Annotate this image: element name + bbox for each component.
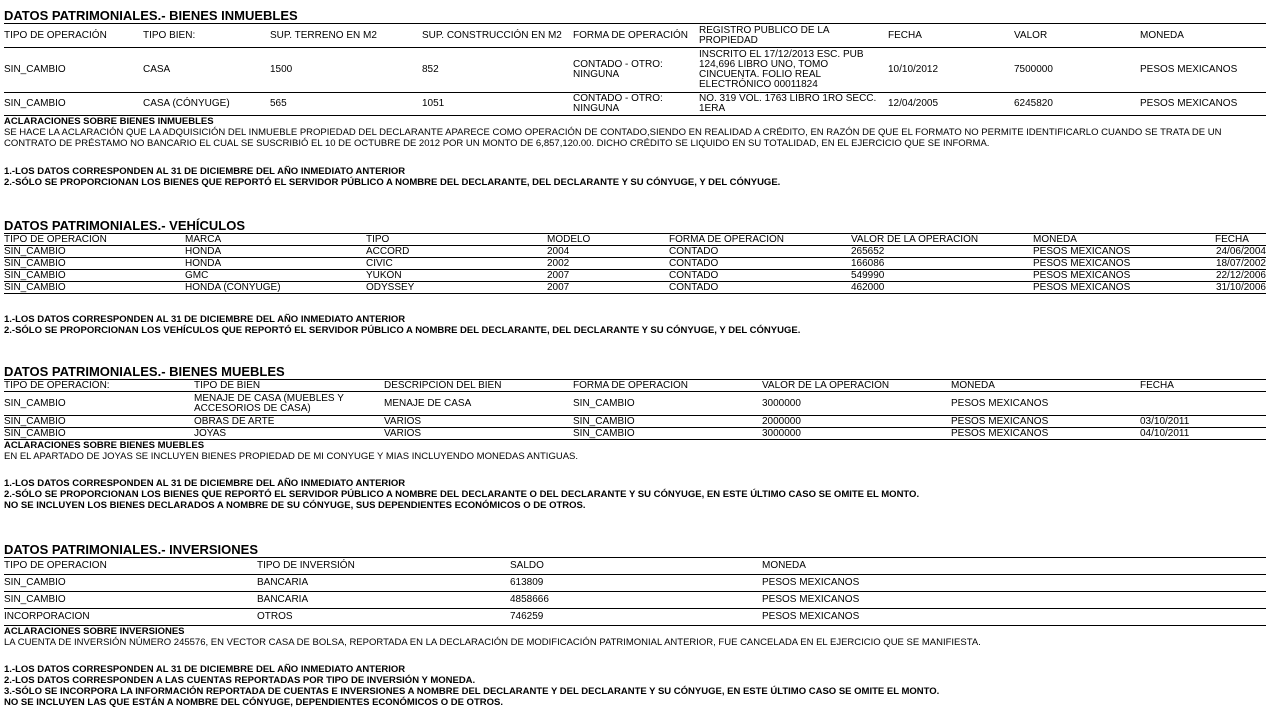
section-title-muebles: DATOS PATRIMONIALES.- BIENES MUEBLES xyxy=(4,364,285,379)
table-row: SIN_CAMBIO CASA 1500 852 CONTADO - OTRO: NINGUNA INSCRITO EL 17/12/2013 ESC. PUB 124,696 LIBRO UNO, TOMO CINCUENTA. FOLIO REAL ELECTRÓNICO 00011824 10/10/2012 7500000 PESOS MEXICANOS xyxy=(4,48,1266,93)
notes-title-muebles: ACLARACIONES SOBRE BIENES MUEBLES xyxy=(4,440,205,451)
notes-text-inmuebles: SE HACE LA ACLARACIÓN QUE LA ADQUISICIÓN DEL INMUEBLE PROPIEDAD DEL DECLARANTE APARECE COMO OPERACIÓN DE CONTADO,SIENDO EN REALIDAD A CRÉDITO, EN RAZÓN DE QUE EL FORMATO NO PERMITE IDENTIFICARLO CUANDO SE TRATA DE UN CONTRATO DE PRÉSTAMO NO BANCARIO EL CUAL SE SUSCRIBIÓ EL 10 DE OCTUBRE DE 2012 POR UN MONTO DE 6,857,120.00. DICHO CRÉDITO SE LIQUIDO EN SU TOTALIDAD, EN EL EJERCICIO QUE SE INFORMA. xyxy=(4,127,1222,149)
section-muebles xyxy=(4,365,1266,511)
header-cell: TIPO DE BIEN xyxy=(194,380,261,391)
header-cell: DESCRIPCIÓN DEL BIEN xyxy=(384,380,502,391)
section-inversiones xyxy=(4,543,1266,708)
footnote: 1.-LOS DATOS CORRESPONDEN AL 31 DE DICIEMBRE DEL AÑO INMEDIATO ANTERIOR xyxy=(4,478,406,489)
footnote: 2.-SÓLO SE PROPORCIONAN LOS VEHÍCULOS QUE REPORTÓ EL SERVIDOR PÚBLICO A NOMBRE DEL DECLARANTE, DEL DECLARANTE Y SU CÓNYUGE, Y DEL CÓNYUGE. xyxy=(4,325,801,336)
notes-title-inmuebles: ACLARACIONES SOBRE BIENES INMUEBLES xyxy=(4,116,214,127)
header-cell: MONEDA xyxy=(1033,234,1077,245)
table-row: INCORPORACION OTROS 746259 PESOS MEXICANOS xyxy=(4,609,1266,626)
header-cell: VALOR DE LA OPERACIÓN xyxy=(851,234,979,245)
header-cell: TIPO xyxy=(366,234,390,245)
header-cell: TIPO DE OPERACION xyxy=(4,560,107,571)
table-row: SIN_CAMBIO BANCARIA 613809 PESOS MEXICANOS xyxy=(4,575,1266,592)
header-cell: TIPO DE OPERACIÓN xyxy=(4,234,107,245)
notes-text-muebles: EN EL APARTADO DE JOYAS SE INCLUYEN BIENES PROPIEDAD DE MI CONYUGE Y MIAS INCLUYENDO MONEDAS ANTIGUAS. xyxy=(4,451,579,462)
footnote: NO SE INCLUYEN LAS QUE ESTÁN A NOMBRE DEL CÓNYUGE, DEPENDIENTES ECONÓMICOS O DE OTROS. xyxy=(4,697,503,708)
header-cell: FECHA xyxy=(1215,234,1249,245)
footnote: 1.-LOS DATOS CORRESPONDEN AL 31 DE DICIEMBRE DEL AÑO INMEDIATO ANTERIOR xyxy=(4,314,406,325)
header-cell: SUP. TERRENO EN M2 xyxy=(270,29,377,41)
header-cell: FECHA xyxy=(1140,380,1174,391)
section-title-inmuebles: DATOS PATRIMONIALES.- BIENES INMUEBLES xyxy=(4,8,298,23)
header-cell: TIPO DE OPERACIÓN xyxy=(4,29,107,41)
table-row: SIN_CAMBIO HONDA ACCORD 2004 CONTADO 265652 PESOS MEXICANOS 24/06/2004 xyxy=(4,246,1266,257)
table-row: SIN_CAMBIO OBRAS DE ARTE VARIOS SIN_CAMBIO 2000000 PESOS MEXICANOS 03/10/2011 xyxy=(4,416,1266,428)
footnote: 1.-LOS DATOS CORRESPONDEN AL 31 DE DICIEMBRE DEL AÑO INMEDIATO ANTERIOR xyxy=(4,664,406,675)
header-cell: TIPO DE OPERACIÓN: xyxy=(4,380,110,391)
table-header-muebles xyxy=(4,380,1266,392)
table-header-inmuebles xyxy=(4,24,1266,48)
table-header-vehiculos xyxy=(4,234,1266,246)
footnote: 2.-SÓLO SE PROPORCIONAN LOS BIENES QUE REPORTÓ EL SERVIDOR PÚBLICO A NOMBRE DEL DECLARANTE, DEL DECLARANTE Y SU CÓNYUGE, Y DEL CÓNYUGE. xyxy=(4,177,781,188)
header-cell: SUP. CONSTRUCCIÓN EN M2 xyxy=(422,29,562,41)
section-inmuebles xyxy=(4,9,1266,188)
footnote: 3.-SÓLO SE INCORPORA LA INFORMACIÓN REPORTADA DE CUENTAS E INVERSIONES A NOMBRE DEL DECLARANTE Y DEL DECLARANTE Y SU CÓNYUGE, EN ESTE ÚLTIMO CASO SE OMITE EL MONTO. xyxy=(4,686,940,697)
footnote: 1.-LOS DATOS CORRESPONDEN AL 31 DE DICIEMBRE DEL AÑO INMEDIATO ANTERIOR xyxy=(4,166,406,177)
header-cell: FORMA DE OPERACIÓN xyxy=(669,234,785,245)
table-row: SIN_CAMBIO MENAJE DE CASA (MUEBLES Y ACCESORIOS DE CASA) MENAJE DE CASA SIN_CAMBIO 3000000 PESOS MEXICANOS xyxy=(4,392,1266,416)
table-row: SIN_CAMBIO GMC YUKÓN 2007 CONTADO 549990 PESOS MEXICANOS 22/12/2006 xyxy=(4,270,1266,281)
table-row: SIN_CAMBIO HONDA (CÓNYUGE) ODYSSEY 2007 CONTADO 462000 PESOS MEXICANOS 31/10/2006 xyxy=(4,282,1266,293)
header-cell: FORMA DE OPERACIÓN xyxy=(573,380,689,391)
footnote: 2.-SÓLO SE PROPORCIONAN LOS BIENES QUE REPORTÓ EL SERVIDOR PÚBLICO A NOMBRE DEL DECLARANTE O DEL DECLARANTE Y SU CÓNYUGE, EN ESTE ÚLTIMO CASO SE OMITE EL MONTO. xyxy=(4,489,920,500)
header-cell: FECHA xyxy=(888,29,922,41)
section-title-inversiones: DATOS PATRIMONIALES.- INVERSIONES xyxy=(4,542,259,557)
header-cell: FORMA DE OPERACIÓN xyxy=(573,29,689,41)
table-row: SIN_CAMBIO BANCARIA 4858666 PESOS MEXICANOS xyxy=(4,592,1266,609)
header-cell: MONEDA xyxy=(1140,29,1184,41)
header-cell: MONEDA xyxy=(951,380,995,391)
header-cell: TIPO BIEN: xyxy=(143,29,196,41)
table-header-inversiones xyxy=(4,558,1266,575)
header-cell: VALOR DE LA OPERACIÓN xyxy=(762,380,890,391)
section-vehiculos xyxy=(4,219,1266,336)
table-row: SIN_CAMBIO HONDA CIVIC 2002 CONTADO 166086 PESOS MEXICANOS 18/07/2002 xyxy=(4,258,1266,269)
header-cell: VALOR xyxy=(1014,29,1048,41)
footnote: 2.-LOS DATOS CORRESPONDEN A LAS CUENTAS REPORTADAS POR TIPO DE INVERSIÓN Y MONEDA. xyxy=(4,675,476,686)
table-row: SIN_CAMBIO CASA (CÓNYUGE) 565 1051 CONTADO - OTRO: NINGUNA NO. 319 VOL. 1763 LIBRO 1RO SECC. 1ERA 12/04/2005 6245820 PESOS MEXICANOS xyxy=(4,93,1266,116)
header-cell: SALDO xyxy=(510,560,544,571)
notes-title-inversiones: ACLARACIONES SOBRE INVERSIONES xyxy=(4,626,185,637)
header-cell: TIPO DE INVERSIÓN xyxy=(257,560,355,571)
notes-text-inversiones: LA CUENTA DE INVERSIÓN NÚMERO 245576, EN VECTOR CASA DE BOLSA, REPORTADA EN LA DECLARACIÓN DE MODIFICACIÓN PATRIMONIAL ANTERIOR, FUE CANCELADA EN EL EJERCICIO QUE SE MANIFIESTA. xyxy=(4,637,981,648)
footnote: NO SE INCLUYEN LOS BIENES DECLARADOS A NOMBRE DE SU CÓNYUGE, SUS DEPENDIENTES ECONÓMICOS O DE OTROS. xyxy=(4,500,586,511)
header-cell: REGISTRO PUBLICO DE LA PROPIEDAD xyxy=(699,24,830,46)
header-cell: MODELO xyxy=(547,234,591,245)
section-title-vehiculos: DATOS PATRIMONIALES.- VEHÍCULOS xyxy=(4,218,245,233)
header-cell: MONEDA xyxy=(762,560,806,571)
table-row: SIN_CAMBIO JOYAS VARIOS SIN_CAMBIO 3000000 PESOS MEXICANOS 04/10/2011 xyxy=(4,428,1266,440)
header-cell: MARCA xyxy=(185,234,222,245)
